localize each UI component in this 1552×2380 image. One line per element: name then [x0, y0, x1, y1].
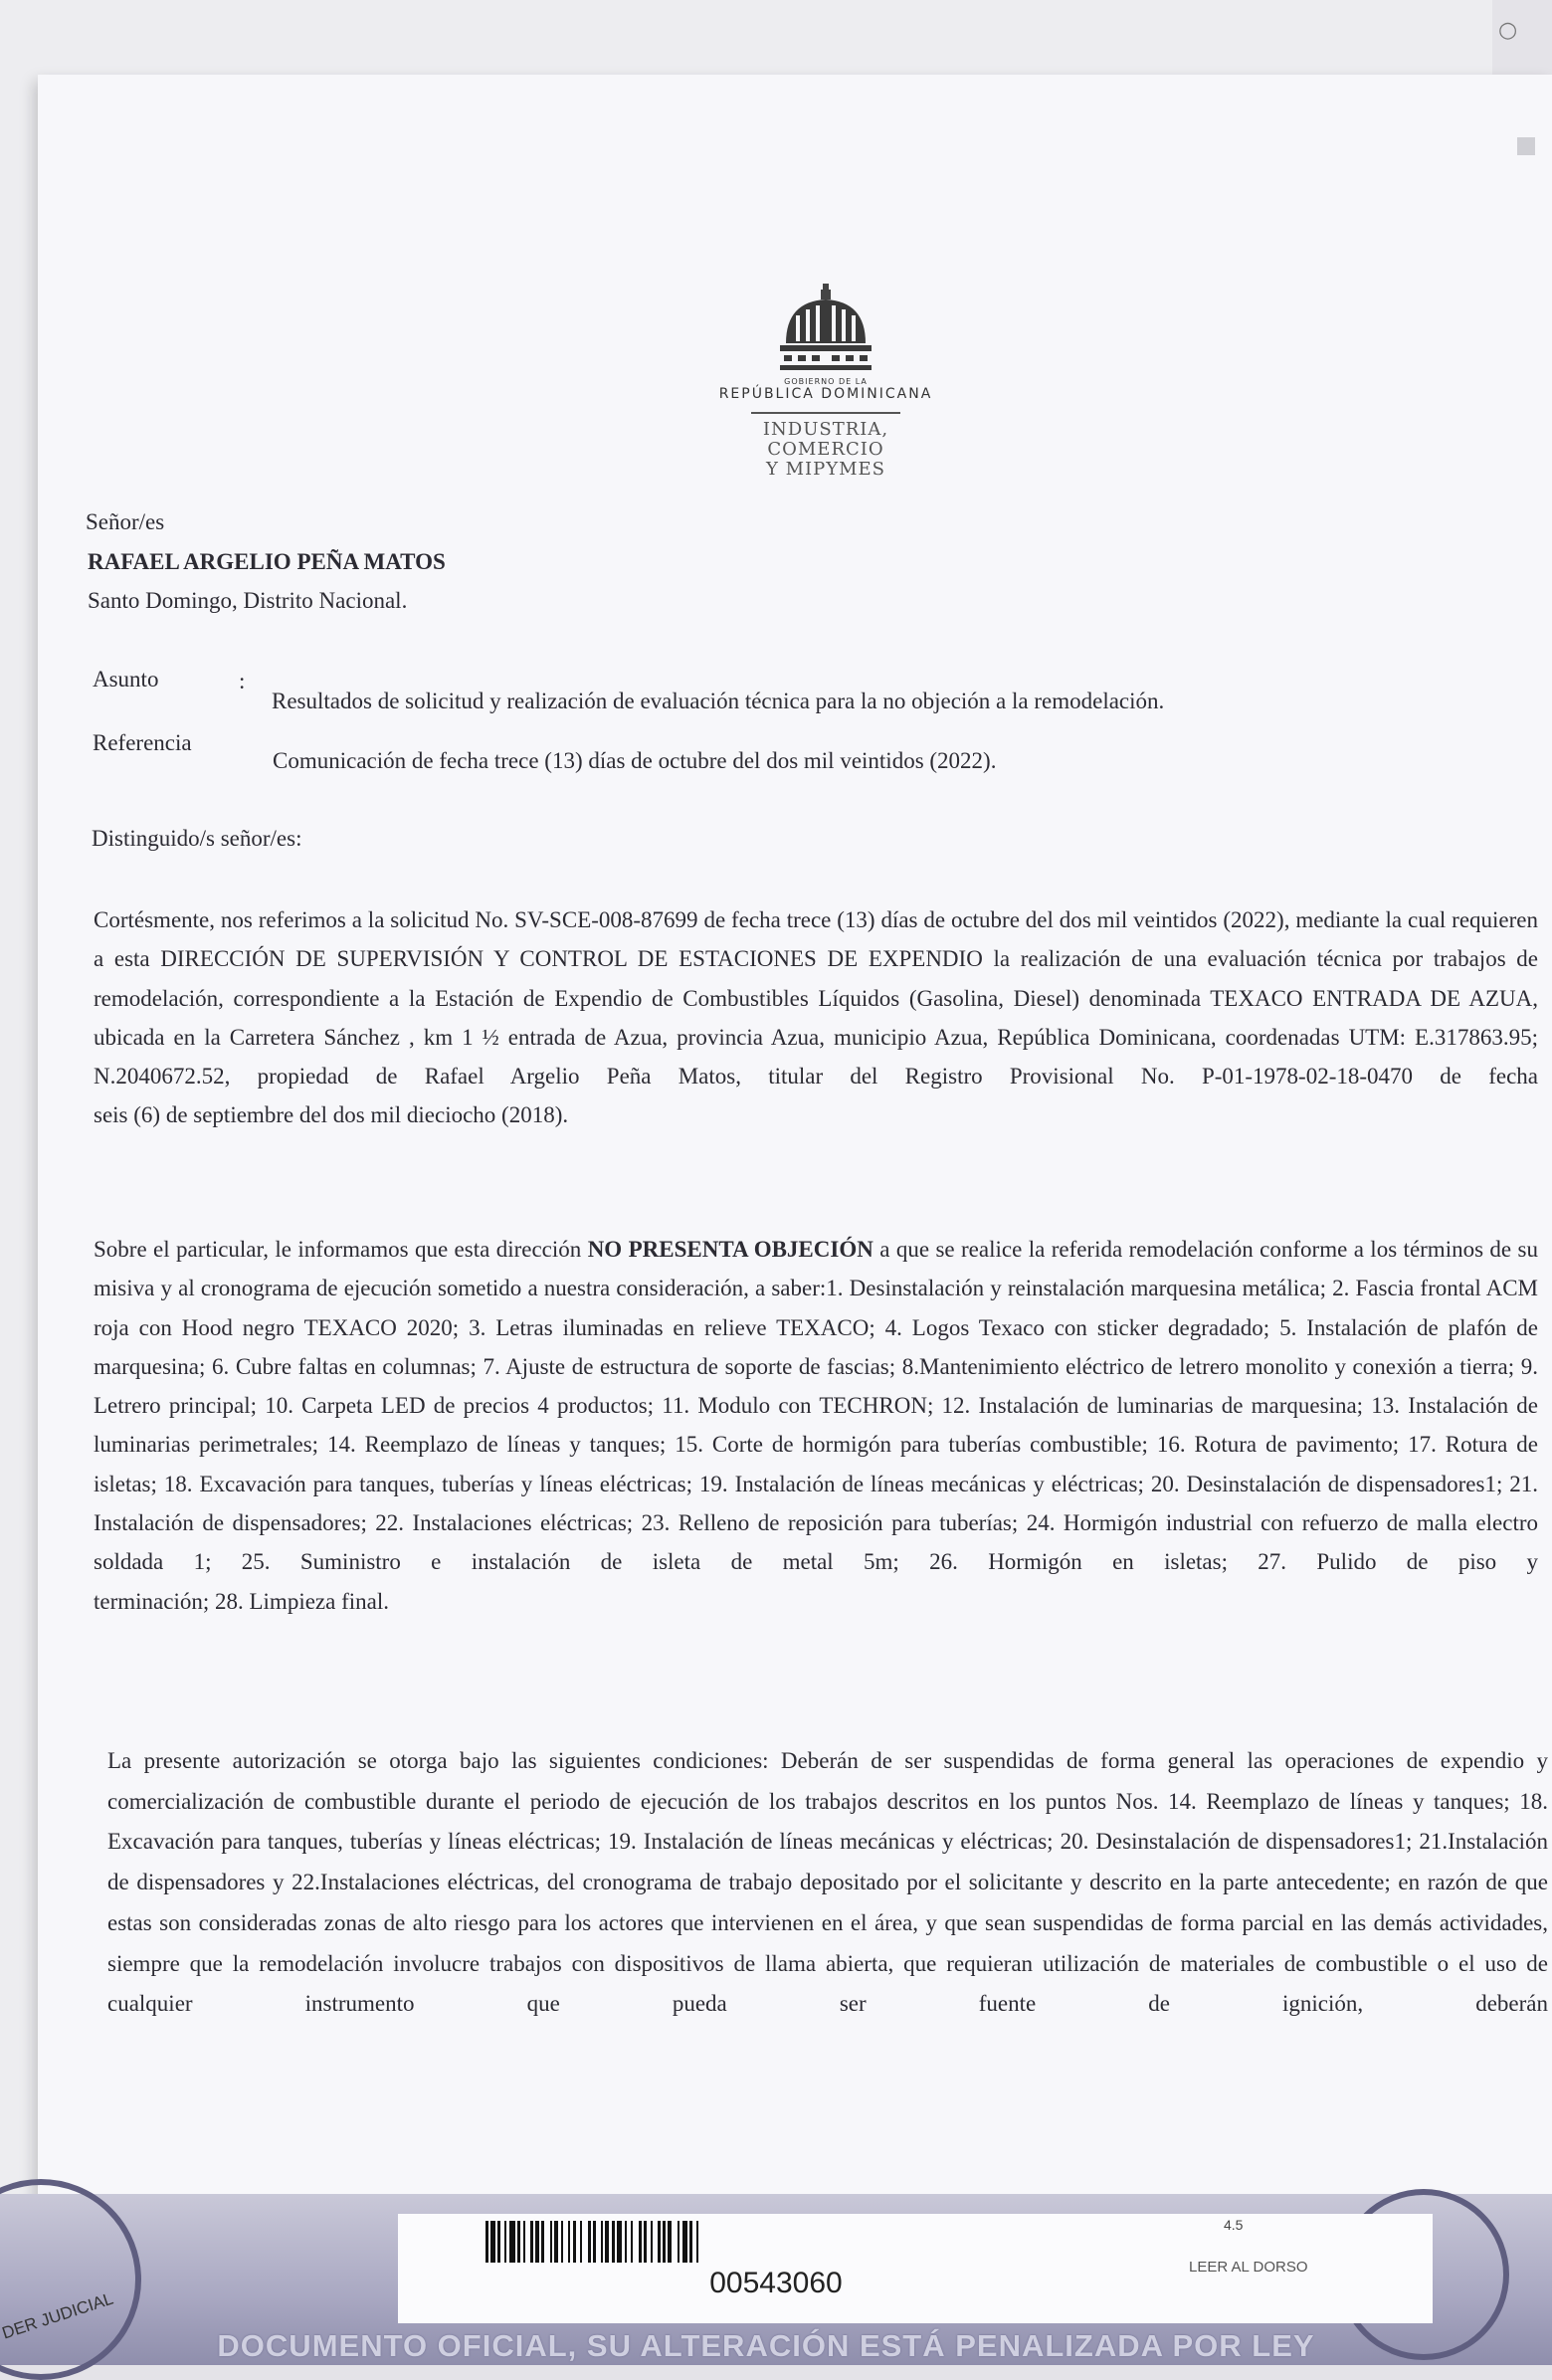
barcode-bar — [509, 2221, 515, 2263]
barcode-bar — [523, 2221, 525, 2263]
reference-label: Referencia — [93, 730, 192, 755]
recipient-location: Santo Domingo, Distrito Nacional. — [88, 588, 408, 613]
capitol-dome-icon — [776, 284, 875, 375]
barcode-bar — [541, 2221, 544, 2263]
government-logo — [716, 284, 935, 480]
barcode-bar — [588, 2221, 591, 2263]
p2-line: remodelación conforme a los términos de su misiva y al cronograma de ejecución sometido a nuestra consideración, a saber:1. — [94, 1237, 1538, 1301]
p3-line: eléctricas, del cronograma de trabajo depositado por el solicitante y descrito en la parte antecedente; en razón de que estas — [107, 1870, 1548, 1935]
p3-line: son consideradas zonas de alto riesgo para los actores que intervienen en el área, y que sean suspendidas de forma parcial en — [159, 1909, 1334, 1935]
p2-line: iluminadas en relieve TEXACO; 4. Logos Texaco con sticker degradado; 5. Instalación de plafón de marquesina; 6. Cubre — [94, 1314, 1539, 1379]
p2-line: faltas en columnas; 7. Ajuste de estructura de soporte de fascias; 8.Mantenimiento eléctrico de letrero monolito y conexión a — [297, 1353, 1454, 1379]
barcode-bar — [658, 2221, 661, 2263]
no-objection-bold: NO PRESENTA OBJECIÓN — [587, 1237, 873, 1262]
p2-first-pre: Sobre el particular, le informamos que esta dirección — [94, 1237, 582, 1262]
small-number: 4.5 — [1224, 2217, 1244, 2233]
paragraph-2 — [94, 1230, 1538, 1621]
seal-text: DER JUDICIAL — [0, 2288, 116, 2343]
barcode-bar — [625, 2221, 627, 2263]
p3-line: las demás actividades, siempre que la remodelación involucre trabajos con dispositivos de llama abierta, que requieran — [107, 1909, 1549, 1976]
barcode-bar — [644, 2221, 647, 2263]
p1-line: (2022), mediante la cual requieren a esta DIRECCIÓN DE SUPERVISIÓN Y CONTROL DE ESTACIONES DE — [94, 907, 1539, 972]
barcode-bar — [605, 2221, 609, 2263]
p2-first-post: a que se realice la referida — [879, 1237, 1123, 1262]
barcode-bar — [497, 2221, 500, 2263]
barcode-bar — [689, 2221, 692, 2263]
ministry-line-1: INDUSTRIA, COMERCIO — [762, 419, 889, 460]
ministry-line-2: Y MIPYMES — [765, 459, 886, 480]
reference-text: Comunicación de fecha trece (13) días de octubre del dos mil veintidos (2022). — [273, 748, 997, 773]
greeting: Distinguido/s señor/es: — [92, 826, 302, 851]
p2-line: líneas eléctricas; 19. Instalación de líneas mecánicas y eléctricas; 20. Desinstalación de dispensadores1; 21. Instalación de — [94, 1471, 1539, 1536]
page-edge-tab — [1517, 137, 1535, 155]
paragraph-3 — [107, 1741, 1548, 2025]
subject-label: Asunto — [93, 667, 159, 692]
p3-line: operaciones de expendio y comercialización de combustible durante el periodo de ejecución de los trabajos descritos en los — [107, 1748, 1548, 1814]
barcode-bar — [612, 2221, 615, 2263]
subject-colon: : — [239, 669, 246, 694]
barcode-bar — [682, 2221, 687, 2263]
barcode-bar — [517, 2221, 520, 2263]
barcode — [485, 2221, 1055, 2263]
corner-mark: ○ — [1498, 18, 1518, 43]
p1-line: Cortésmente, nos referimos a la solicitud No. SV-SCE-008-87699 de fecha trece (13) días de octubre del dos mil veintidos — [94, 907, 1218, 932]
salutation-label: Señor/es — [86, 509, 165, 534]
barcode-bar — [678, 2221, 679, 2263]
p2-line: hormigón para tuberías combustible; 16. Rotura de pavimento; 17. Rotura de isletas; 18. Excavación para tanques, tuberías y — [94, 1432, 1538, 1496]
serial-number: 00543060 — [709, 2267, 843, 2299]
barcode-bar — [568, 2221, 570, 2263]
barcode-bar — [601, 2221, 603, 2263]
barcode-bar — [530, 2221, 533, 2263]
barcode-bar — [663, 2221, 666, 2263]
barcode-bar — [490, 2221, 495, 2263]
official-document-banner: DOCUMENTO OFICIAL, SU ALTERACIÓN ESTÁ PENALIZADA POR LEY — [217, 2328, 1315, 2363]
p3-line: utilización de materiales de combustible o el uso de cualquier instrumento que pueda ser fuente de ignición, deberán — [107, 1950, 1549, 2017]
p2-line: luminarias de marquesina; 13. Instalación de luminarias perimetrales; 14. Reemplazo de líneas y tanques; 15. Corte de — [94, 1393, 1539, 1458]
barcode-bar — [639, 2221, 642, 2263]
barcode-bar — [550, 2221, 552, 2263]
p1-line: de Combustibles Líquidos (Gasolina, Diesel) denominada TEXACO ENTRADA DE AZUA, ubicada en la Carretera Sánchez — [94, 985, 1538, 1050]
barcode-bar — [631, 2221, 633, 2263]
barcode-bar — [485, 2221, 488, 2263]
gov-small-text: GOBIERNO DE LA — [784, 377, 868, 386]
gov-name: REPÚBLICA DOMINICANA — [718, 386, 933, 402]
barcode-bar — [668, 2221, 672, 2263]
p1-line: N.2040672.52, propiedad de Rafael Argelio Peña Matos, titular del Registro Provisional No. P-01-1978-02-18-0470 de fecha — [94, 1064, 1538, 1090]
divider — [751, 412, 900, 414]
barcode-bar — [593, 2221, 596, 2263]
p1-line: , km 1 ½ entrada de Azua, provincia Azua, municipio Azua, República Dominicana, coordenadas UTM: E.317863.95; — [408, 1024, 1538, 1050]
p2-line: Desinstalación y reinstalación marquesina metálica; 2. Fascia frontal ACM roja con Hood negro TEXACO 2020; 3. Letras — [94, 1276, 1539, 1340]
barcode-bar — [617, 2221, 622, 2263]
barcode-bar — [554, 2221, 558, 2263]
barcode-bar — [651, 2221, 653, 2263]
barcode-bar — [573, 2221, 576, 2263]
p3-line: líneas mecánicas y eléctricas; 20. Desinstalación de dispensadores1; 21.Instalación de dispensadores y 22.Instalaciones — [107, 1829, 1549, 1895]
p3-line: La presente autorización se otorga bajo las siguientes condiciones: Deberán de ser suspendidas de forma general las — [107, 1748, 1273, 1773]
barcode-bar — [696, 2221, 698, 2263]
p1-last-line: seis (6) de septiembre del dos mil dieciocho (2018). — [94, 1102, 569, 1128]
subject-text: Resultados de solicitud y realización de evaluación técnica para la no objeción a la remodelación. — [272, 689, 1165, 713]
p2-last-line: terminación; 28. Limpieza final. — [94, 1588, 389, 1614]
barcode-bar — [535, 2221, 539, 2263]
barcode-bar — [504, 2221, 506, 2263]
barcode-bar — [580, 2221, 582, 2263]
paragraph-1 — [94, 900, 1538, 1135]
p2-line: tierra; 9. Letrero principal; 10. Carpeta LED de precios 4 productos; 11. Modulo con TECHRON; 12. Instalación de — [94, 1353, 1538, 1419]
p2-line: malla electro soldada 1; 25. Suministro e instalación de isleta de metal 5m; 26. Hormigón en isletas; 27. Pulido de piso y — [94, 1510, 1538, 1575]
leer-al-dorso: LEER AL DORSO — [1189, 2259, 1308, 2276]
barcode-bar — [561, 2221, 563, 2263]
p3-line: puntos Nos. 14. Reemplazo de líneas y tanques; 18. Excavación para tanques, tuberías y líneas eléctricas; 19. Instalación de — [107, 1788, 1549, 1855]
p1-line: EXPENDIO la realización de una evaluación técnica por trabajos de remodelación, correspondiente a la Estación de Expendio — [94, 946, 1539, 1011]
p2-line: dispensadores; 22. Instalaciones eléctricas; 23. Relleno de reposición para tuberías; 24. Hormigón industrial con refuerzo de — [232, 1510, 1409, 1536]
recipient-name: RAFAEL ARGELIO PEÑA MATOS — [88, 549, 446, 574]
